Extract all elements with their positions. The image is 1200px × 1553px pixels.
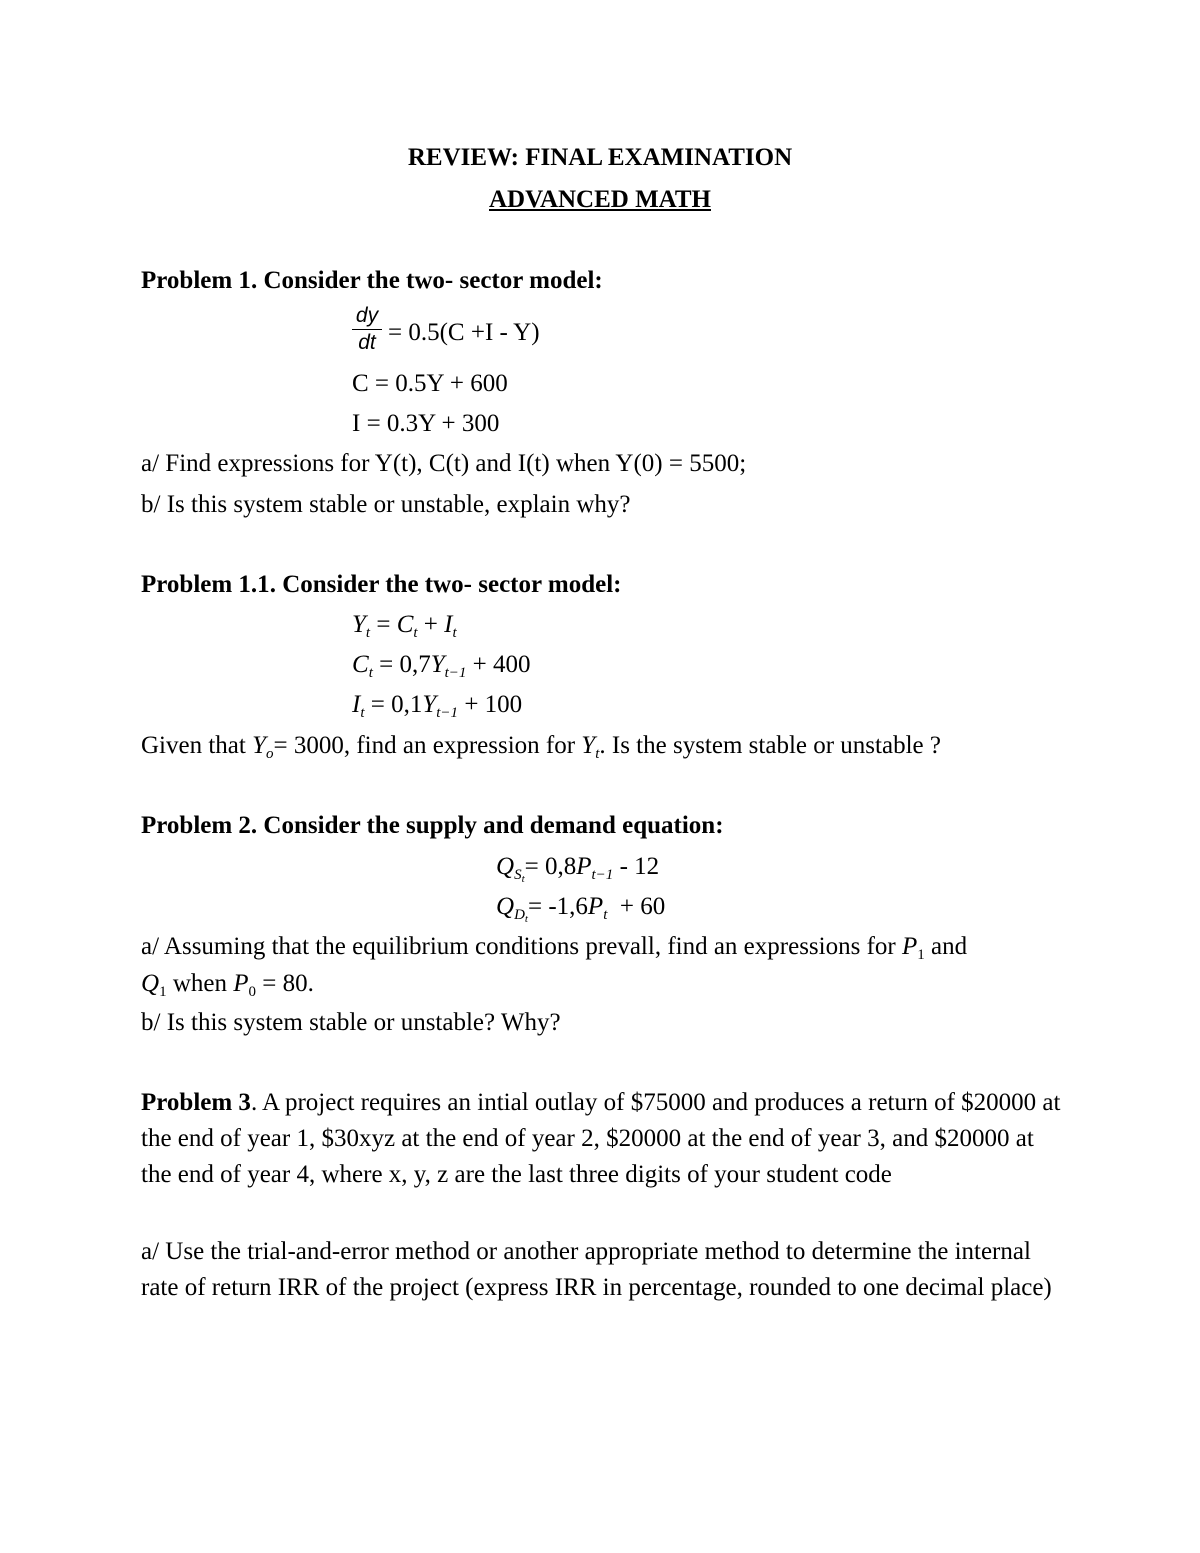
var-y: Y	[430, 651, 445, 678]
document-subtitle-wrap	[0, 185, 1200, 215]
sub-s: S	[514, 867, 522, 883]
sub-t: t	[365, 625, 371, 641]
var-q: Q	[496, 893, 515, 920]
given-text: = 3000, find an expression for	[273, 732, 582, 759]
eq-text: = 0,8	[524, 853, 577, 880]
var-c: C	[352, 651, 369, 678]
problem-2-question-b: b/ Is this system stable or unstable? Why?	[141, 1009, 561, 1036]
problem-1-1-eq1	[352, 610, 457, 640]
problem-1-1-heading-text: . Consider the two- sector model:	[269, 571, 622, 598]
eq-text: = -1,6	[527, 893, 588, 920]
problem-2-eq1	[496, 852, 660, 885]
var-i: I	[444, 611, 453, 638]
problem-2-heading: Problem 2. Consider the supply and demand equation:	[141, 812, 724, 839]
sub-0: 0	[248, 984, 256, 1000]
problem-3-question-a: a/ Use the trial-and-error method or another appropriate method to determine the internal rate of return IRR of the project (express IRR in percentage, rounded to one decimal place)	[141, 1238, 1052, 1301]
sub-t-minus-1: t−1	[436, 705, 459, 721]
var-y: Y	[252, 732, 266, 759]
problem-1-heading-text: . Consider the two- sector model:	[250, 267, 603, 294]
problem-1-1-eq2	[352, 650, 531, 680]
problem-1-eq1-rhs: = 0.5(C +I - Y)	[388, 319, 540, 346]
document-subtitle: ADVANCED MATH	[489, 186, 711, 213]
qa-text: and	[924, 933, 968, 960]
sub-t: t	[524, 913, 528, 925]
eq-text: =	[370, 611, 397, 638]
sub-t-minus-1: t−1	[591, 867, 614, 883]
eq-text: + 400	[466, 651, 531, 678]
sub-d: D	[514, 907, 525, 923]
problem-1-label: Problem 1	[141, 267, 251, 294]
problem-2-question-a-line1	[141, 932, 967, 962]
var-i: I	[352, 691, 361, 718]
problem-1-1-given	[141, 731, 941, 761]
var-q: Q	[141, 970, 160, 997]
given-text: . Is the system stable or unstable ?	[599, 732, 941, 759]
qa-text: a/ Assuming that the equilibrium conditions prevall, find an expressions for	[141, 933, 902, 960]
fraction-bar	[352, 329, 382, 330]
eq-text: +	[417, 611, 445, 638]
eq-text: + 100	[458, 691, 523, 718]
problem-2-eq2	[496, 892, 666, 925]
var-y: Y	[581, 732, 596, 759]
var-p: P	[902, 933, 918, 960]
fraction-numerator: dy	[355, 304, 379, 327]
sub-s-t	[514, 867, 525, 883]
sub-t: t	[452, 625, 457, 641]
var-y: Y	[422, 691, 437, 718]
eq-text: + 60	[607, 893, 666, 920]
sub-1: 1	[917, 947, 925, 963]
sub-t: t	[360, 705, 365, 721]
eq-text: - 12	[613, 853, 660, 880]
problem-1-1-heading	[141, 570, 621, 600]
sub-t: t	[595, 746, 600, 762]
problem-1-question-b: b/ Is this system stable or unstable, explain why?	[141, 491, 631, 518]
fraction-denominator: dt	[358, 331, 376, 354]
problem-1-eq2: C = 0.5Y + 600	[352, 370, 508, 397]
var-q: Q	[496, 853, 515, 880]
sub-d-t	[514, 907, 528, 923]
var-p: P	[576, 853, 592, 880]
sub-1: 1	[159, 984, 167, 1000]
document-title: REVIEW: FINAL EXAMINATION	[407, 144, 793, 171]
problem-3-label: Problem 3	[141, 1089, 251, 1116]
qa-text: when	[166, 970, 234, 997]
problem-1-eq3: I = 0.3Y + 300	[352, 410, 500, 437]
problem-1-1-eq3	[352, 690, 522, 720]
sub-o: o	[266, 746, 274, 762]
problem-1-1-label: Problem 1.1	[141, 571, 270, 598]
var-p: P	[233, 970, 249, 997]
eq-text: = 0,1	[364, 691, 423, 718]
problem-1-heading	[141, 266, 603, 296]
eq-text: = 0,7	[372, 651, 431, 678]
derivative-fraction	[352, 304, 382, 355]
var-p: P	[587, 893, 604, 920]
var-y: Y	[352, 611, 366, 638]
problem-1-question-a: a/ Find expressions for Y(t), C(t) and I(t) when Y(0) = 5500;	[141, 450, 747, 477]
sub-t: t	[368, 665, 373, 681]
problem-3-text	[141, 1085, 1061, 1193]
problem-3-body: . A project requires an intial outlay of $75000 and produces a return of $20000 at the end of year 1, $30xyz at the end of year 2, $20000 at the end of year 3, and $20000 at the end of year 4, where x, y, z are the last three digits of your student code	[141, 1089, 1061, 1188]
sub-t: t	[521, 873, 525, 885]
given-text: Given that	[141, 732, 253, 759]
sub-t: t	[413, 625, 418, 641]
qa-text: = 80.	[256, 970, 314, 997]
sub-t: t	[603, 907, 608, 923]
problem-2-question-a-line2	[141, 969, 314, 999]
var-c: C	[396, 611, 414, 638]
sub-t-minus-1: t−1	[444, 665, 467, 681]
